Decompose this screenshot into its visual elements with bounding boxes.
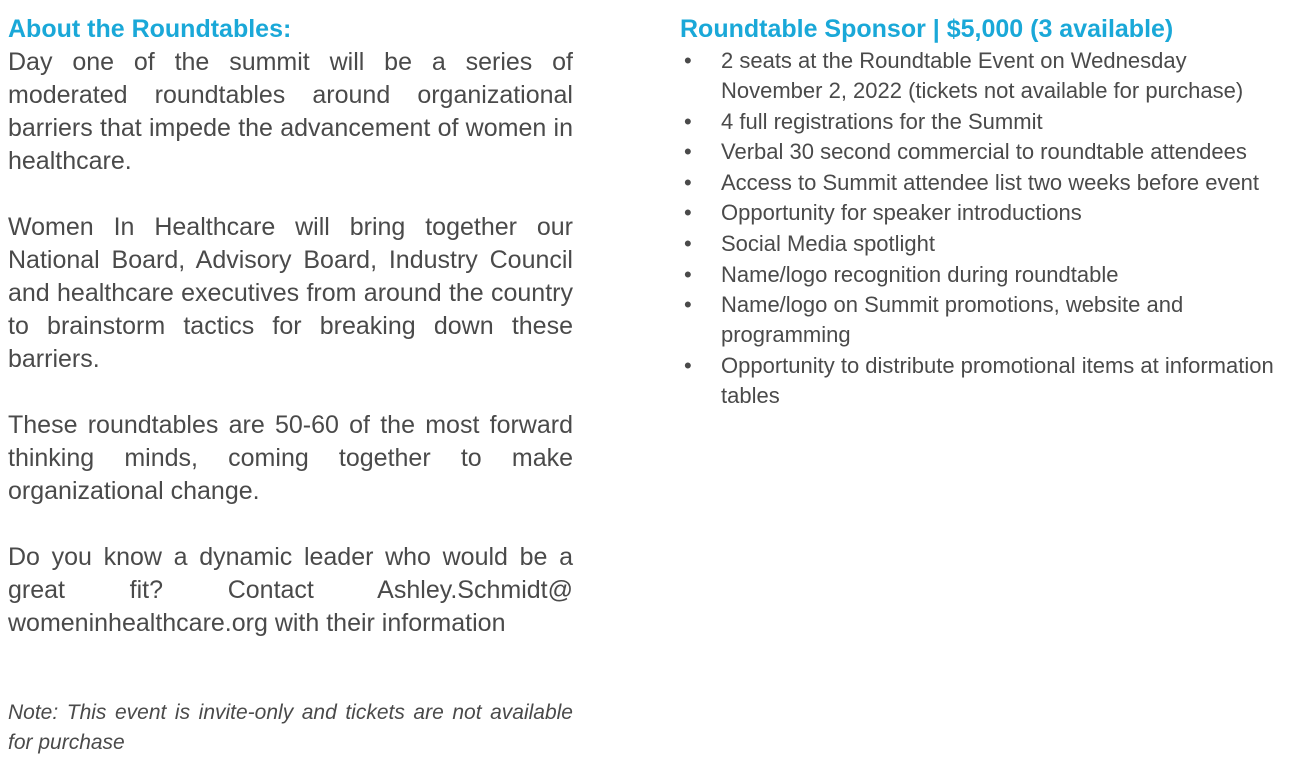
benefit-text: 2 seats at the Roundtable Event on Wednesday November 2, 2022 (tickets not available for purchase) — [721, 48, 1244, 103]
benefit-text: Name/logo recognition during roundtable — [721, 261, 1119, 287]
list-item — [680, 198, 1280, 228]
list-item — [680, 137, 1280, 167]
about-paragraph-2: Women In Healthcare will bring together our National Board, Advisory Board, Industry Council and healthcare executives from around the country to brainstorm tactics for breaking down these barriers. — [8, 213, 573, 373]
about-paragraph-4: Do you know a dynamic leader who would be a great fit? Contact Ashley.Schmidt@ womeninhealthcare.org with their information — [8, 543, 573, 637]
bullet-icon: • — [684, 261, 692, 287]
list-item — [680, 351, 1280, 411]
about-paragraph-3: These roundtables are 50-60 of the most forward thinking minds, coming together to make organizational change. — [8, 411, 573, 505]
benefit-text: Name/logo on Summit promotions, website and programming — [721, 292, 1184, 348]
benefit-text: Opportunity for speaker introductions — [721, 200, 1082, 226]
sponsor-section — [680, 12, 1280, 411]
bullet-icon: • — [684, 230, 692, 256]
bullet-icon: • — [684, 292, 692, 318]
list-item — [680, 290, 1280, 350]
about-heading: About the Roundtables: — [8, 15, 292, 43]
about-section — [8, 12, 573, 754]
bullet-icon: • — [684, 352, 692, 378]
list-item — [680, 46, 1280, 106]
bullet-icon: • — [684, 48, 692, 73]
bullet-icon: • — [684, 108, 692, 134]
bullet-icon: • — [684, 169, 692, 195]
list-item — [680, 168, 1280, 198]
benefit-text: Opportunity to distribute promotional items at information tables — [721, 352, 1274, 408]
benefit-text: Verbal 30 second commercial to roundtable attendees — [721, 139, 1247, 165]
about-paragraph-1: Day one of the summit will be a series of moderated roundtables around organizational barriers that impede the advancement of women in healthcare. — [8, 48, 573, 175]
bullet-icon: • — [684, 200, 692, 226]
list-item — [680, 107, 1280, 137]
benefit-text: Access to Summit attendee list two weeks before event — [721, 169, 1260, 195]
invite-only-note: Note: This event is invite-only and tickets are not available for purchase — [8, 701, 573, 754]
benefit-text: 4 full registrations for the Summit — [721, 108, 1043, 134]
sponsor-heading: Roundtable Sponsor | $5,000 (3 available) — [680, 15, 1174, 43]
bullet-icon: • — [684, 139, 692, 165]
benefit-text: Social Media spotlight — [721, 230, 936, 256]
list-item — [680, 229, 1280, 259]
sponsor-benefits-list — [680, 46, 1280, 411]
list-item — [680, 260, 1280, 290]
